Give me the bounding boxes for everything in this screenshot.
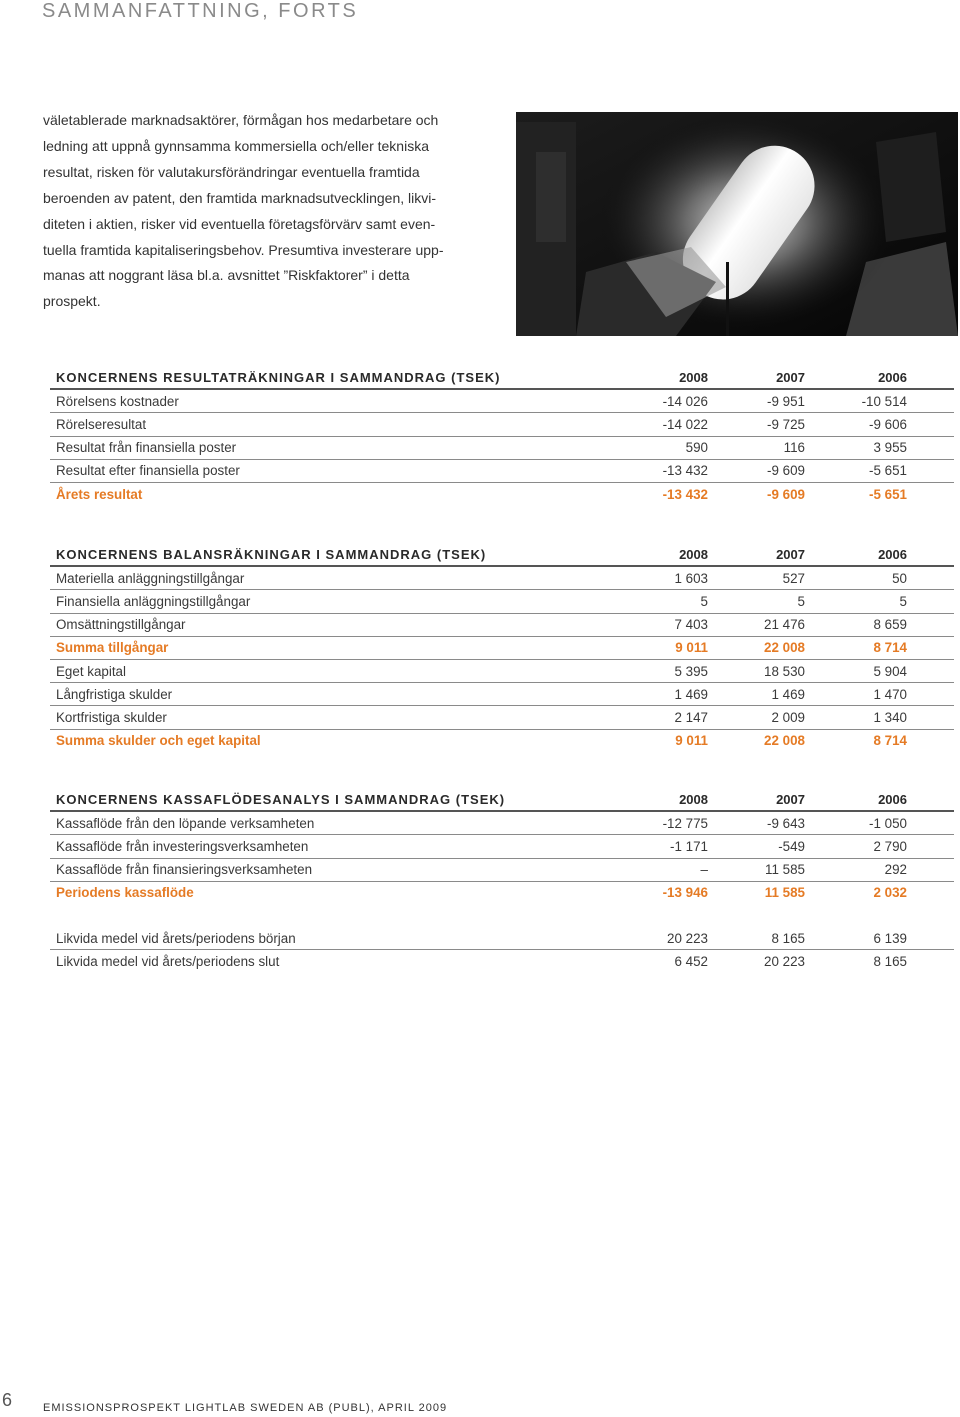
row-label: Likvida medel vid årets/periodens slut	[56, 953, 280, 969]
table-row	[50, 413, 954, 436]
intro-line: beroenden av patent, den framtida marknadsutvecklingen, likvi-	[43, 189, 436, 206]
table-row	[50, 390, 954, 413]
total-row	[50, 882, 954, 904]
cash-flow-table	[50, 788, 954, 904]
table-row	[50, 567, 954, 590]
row-label: Summa tillgångar	[56, 640, 169, 656]
cell-value: 1 340	[873, 709, 907, 725]
cell-value: -549	[778, 838, 805, 854]
table-row	[50, 437, 954, 460]
row-label: Likvida medel vid årets/periodens början	[56, 930, 296, 946]
table-row	[50, 950, 954, 972]
cell-value: 6 452	[674, 953, 708, 969]
table-row	[50, 927, 954, 950]
cell-value: -10 514	[861, 393, 907, 409]
footer-text: EMISSIONSPROSPEKT LIGHTLAB SWEDEN AB (PUBL), APRIL 2009	[43, 1402, 448, 1414]
intro-line: manas att noggrant läsa bl.a. avsnittet ”Riskfaktorer” i detta	[43, 267, 410, 284]
row-label: Resultat efter finansiella poster	[56, 463, 240, 479]
row-label: Långfristiga skulder	[56, 686, 173, 702]
cell-value: 8 659	[873, 617, 907, 633]
cell-value: 1 603	[674, 570, 708, 586]
intro-line: ledning att uppnå gynnsamma kommersiella och/eller tekniska	[43, 137, 429, 154]
intro-line: diteten i aktien, risker vid eventuella företagsförvärv samt even-	[43, 215, 436, 232]
cell-value: 1 469	[674, 686, 708, 702]
cell-value: 1 470	[873, 686, 907, 702]
row-label: Kassaflöde från investeringsverksamheten	[56, 838, 309, 854]
row-label: Materiella anläggningstillgångar	[56, 570, 245, 586]
table-row	[50, 460, 954, 483]
total-row	[50, 483, 954, 505]
intro-line: väletablerade marknadsaktörer, förmågan hos medarbetare och	[43, 112, 439, 128]
table-row	[50, 590, 954, 613]
cell-value: 9 011	[675, 640, 708, 656]
cell-value: 20 223	[764, 953, 805, 969]
cell-value: -13 946	[662, 885, 708, 901]
cell-value: -9 725	[767, 416, 805, 432]
table-header	[50, 788, 954, 812]
row-label: Kassaflöde från den löpande verksamheten	[56, 815, 315, 831]
cell-value: 8 165	[873, 953, 907, 969]
cell-value: -12 775	[662, 815, 708, 831]
cell-value: 20 223	[667, 930, 708, 946]
cell-value: -14 022	[662, 416, 708, 432]
page-number: 6	[2, 1390, 13, 1410]
cell-value: 3 955	[873, 440, 907, 456]
cell-value: 2 790	[873, 838, 907, 854]
year-col: 2006	[878, 791, 907, 807]
liquid-funds-table	[50, 927, 954, 972]
table-row	[50, 683, 954, 706]
row-label: Resultat från finansiella poster	[56, 440, 237, 456]
year-col: 2007	[776, 369, 805, 385]
table-row	[50, 835, 954, 858]
cell-value: 5	[797, 593, 805, 609]
year-col: 2008	[679, 791, 708, 807]
cell-value: 7 403	[674, 617, 708, 633]
cell-value: 116	[783, 440, 805, 456]
section-title: SAMMANFATTNING, FORTS	[42, 0, 359, 22]
lamp-photo	[516, 112, 958, 336]
row-label: Kortfristiga skulder	[56, 709, 167, 725]
income-statement-table	[50, 366, 954, 505]
cell-value: -13 432	[662, 486, 708, 502]
cell-value: 22 008	[764, 640, 805, 656]
year-col: 2006	[878, 546, 907, 562]
intro-text	[43, 108, 483, 315]
cell-value: –	[700, 862, 708, 878]
row-label: Årets resultat	[56, 486, 143, 502]
table-row	[50, 706, 954, 729]
cell-value: -13 432	[662, 463, 708, 479]
subtotal-row	[50, 637, 954, 660]
cell-value: -9 609	[767, 463, 805, 479]
cell-value: 6 139	[873, 930, 907, 946]
row-label: Eget kapital	[56, 663, 126, 679]
intro-line: prospekt.	[43, 293, 101, 310]
cell-value: 2 147	[674, 709, 708, 725]
cell-value: -14 026	[662, 393, 708, 409]
cell-value: -9 606	[869, 416, 907, 432]
cell-value: 21 476	[764, 617, 805, 633]
cell-value: -5 651	[869, 486, 907, 502]
row-label: Summa skulder och eget kapital	[56, 733, 261, 749]
table-row	[50, 614, 954, 637]
intro-line: resultat, risken för valutakursförändringar eventuella framtida	[43, 163, 420, 180]
cell-value: 2 009	[771, 709, 805, 725]
year-col: 2008	[679, 369, 708, 385]
table-header	[50, 366, 954, 390]
cell-value: 5	[899, 593, 907, 609]
cell-value: 292	[884, 862, 907, 878]
table-row	[50, 660, 954, 683]
cell-value: 5	[700, 593, 708, 609]
year-col: 2006	[878, 369, 907, 385]
row-label: Periodens kassaflöde	[56, 885, 194, 901]
year-col: 2007	[776, 791, 805, 807]
total-row	[50, 730, 954, 752]
intro-line: tuella framtida kapitaliseringsbehov. Presumtiva investerare upp-	[43, 241, 444, 258]
cell-value: 5 395	[674, 663, 708, 679]
table-header	[50, 543, 954, 567]
cell-value: 527	[782, 570, 805, 586]
year-col: 2007	[776, 546, 805, 562]
cell-value: -5 651	[869, 463, 907, 479]
table-row	[50, 812, 954, 835]
row-label: Finansiella anläggningstillgångar	[56, 593, 251, 609]
cell-value: 11 585	[765, 862, 805, 878]
cell-value: -9 643	[767, 815, 805, 831]
row-label: Rörelsens kostnader	[56, 393, 179, 409]
year-col: 2008	[679, 546, 708, 562]
row-label: Rörelseresultat	[56, 416, 147, 432]
table-title: KONCERNENS RESULTATRÄKNINGAR I SAMMANDRAG (TSEK)	[56, 369, 501, 385]
cell-value: 5 904	[873, 663, 907, 679]
cell-value: 9 011	[675, 733, 708, 749]
cell-value: 8 714	[873, 640, 907, 656]
table-title: KONCERNENS BALANSRÄKNINGAR I SAMMANDRAG (TSEK)	[56, 546, 487, 562]
cell-value: 2 032	[873, 885, 907, 901]
cell-value: 8 714	[873, 733, 907, 749]
cell-value: 8 165	[771, 930, 805, 946]
cell-value: 11 585	[764, 885, 805, 901]
row-label: Kassaflöde från finansieringsverksamheten	[56, 862, 313, 878]
cell-value: 18 530	[764, 663, 805, 679]
cell-value: -9 951	[767, 393, 805, 409]
table-row	[50, 859, 954, 882]
cell-value: -9 609	[767, 486, 805, 502]
cell-value: 50	[892, 570, 907, 586]
row-label: Omsättningstillgångar	[56, 617, 186, 633]
table-title: KONCERNENS KASSAFLÖDESANALYS I SAMMANDRAG (TSEK)	[56, 791, 506, 807]
cell-value: 590	[685, 440, 708, 456]
balance-sheet-table	[50, 543, 954, 752]
cell-value: 22 008	[764, 733, 805, 749]
cell-value: -1 050	[869, 815, 907, 831]
cell-value: 1 469	[771, 686, 805, 702]
cell-value: -1 171	[670, 838, 708, 854]
